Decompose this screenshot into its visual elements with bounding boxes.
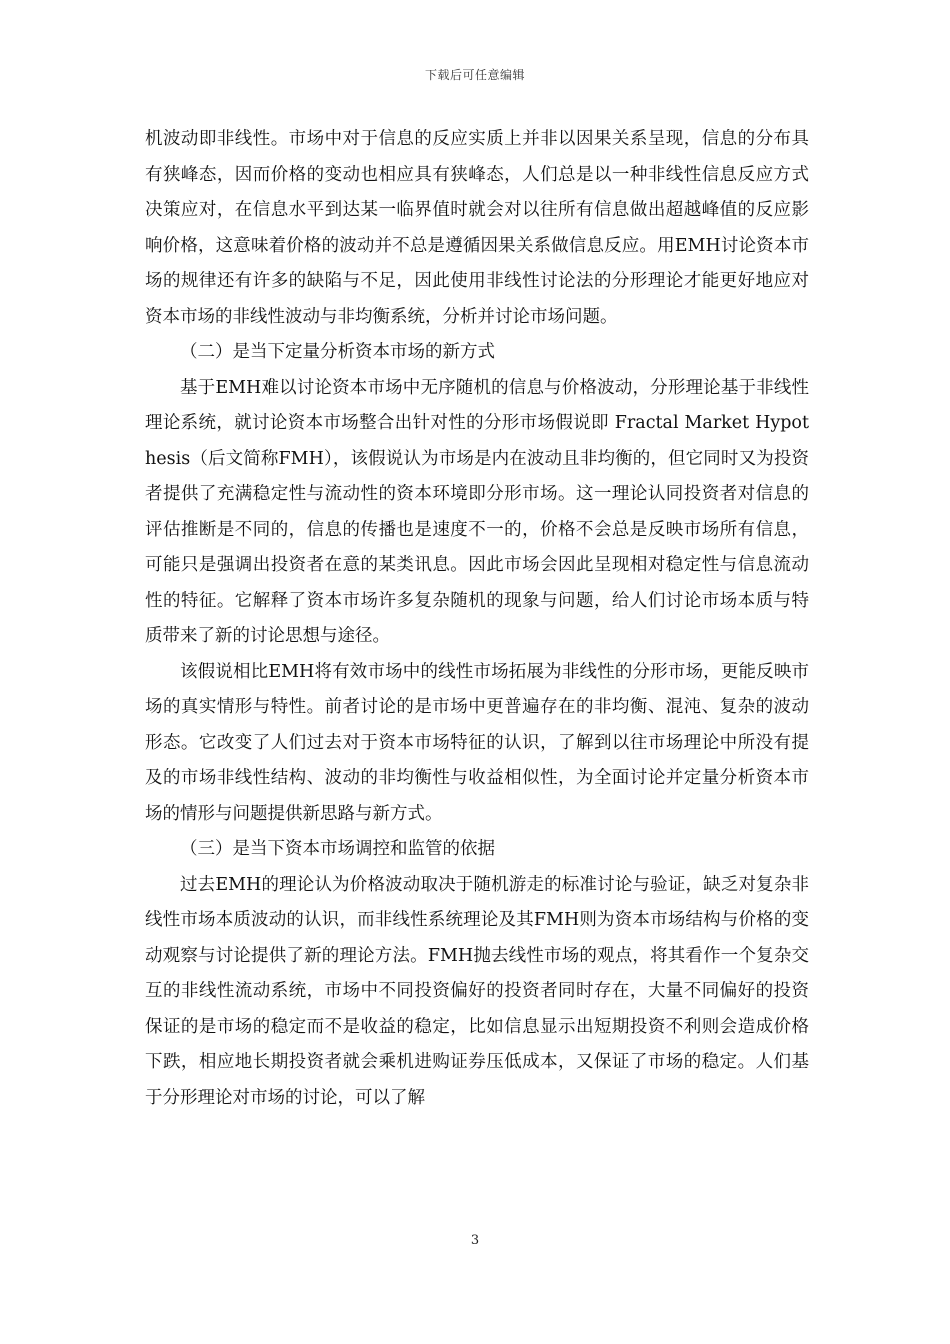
paragraph: 过去EMH的理论认为价格波动取决于随机游走的标准讨论与验证，缺乏对复杂非线性市场本质波动的认识，而非线性系统理论及其FMH则为资本市场结构与价格的变动观察与讨论提供了新的理论方法。FMH抛去线性市场的观点，将其看作一个复杂交互的非线性流动系统，市场中不同投资偏好的投资者同时存在，大量不同偏好的投资保证的是市场的稳定而不是收益的稳定，比如信息显示出短期投资不利则会造成价格下跌，相应地长期投资者就会乘机进购证券压低成本，又保证了市场的稳定。人们基于分形理论对市场的讨论，可以了解	[145, 874, 809, 1108]
paragraph: 基于EMH难以讨论资本市场中无序随机的信息与价格波动，分形理论基于非线性理论系统，就讨论资本市场整合出针对性的分形市场假说即 Fractal Market Hypothesis（后文简称FMH），该假说认为市场是内在波动且非均衡的，但它同时又为投资者提供了充满稳定性与流动性的资本环境即分形市场。这一理论认同投资者对信息的评估推断是不同的，信息的传播也是速度不一的，价格不会总是反映市场所有信息，可能只是强调出投资者在意的某类讯息。因此市场会因此呈现相对稳定性与信息流动性的特征。它解释了资本市场许多复杂随机的现象与问题，给人们讨论市场本质与特质带来了新的讨论思想与途径。	[145, 377, 809, 646]
paragraph-continued: 机波动即非线性。市场中对于信息的反应实质上并非以因果关系呈现，信息的分布具有狭峰态，因而价格的变动也相应具有狭峰态，人们总是以一种非线性信息反应方式决策应对，在信息水平到达某一临界值时就会对以往所有信息做出超越峰值的反应影响价格，这意味着价格的波动并不总是遵循因果关系做信息反应。用EMH讨论资本市场的规律还有许多的缺陷与不足，因此使用非线性讨论法的分形理论才能更好地应对资本市场的非线性波动与非均衡系统，分析并讨论市场问题。	[145, 129, 809, 327]
paragraph: 该假说相比EMH将有效市场中的线性市场拓展为非线性的分形市场，更能反映市场的真实情形与特性。前者讨论的是市场中更普遍存在的非均衡、混沌、复杂的波动形态。它改变了人们过去对于资本市场特征的认识，了解到以往市场理论中所没有提及的市场非线性结构、波动的非均衡性与收益相似性，为全面讨论并定量分析资本市场的情形与问题提供新思路与新方式。	[145, 661, 809, 824]
section-heading-3: （三）是当下资本市场调控和监管的依据	[180, 839, 495, 859]
page-header: 下载后可任意编辑	[424, 68, 525, 82]
section-heading-2: （二）是当下定量分析资本市场的新方式	[180, 342, 495, 362]
document-body	[145, 122, 809, 1116]
page-number: 3	[470, 1233, 480, 1248]
